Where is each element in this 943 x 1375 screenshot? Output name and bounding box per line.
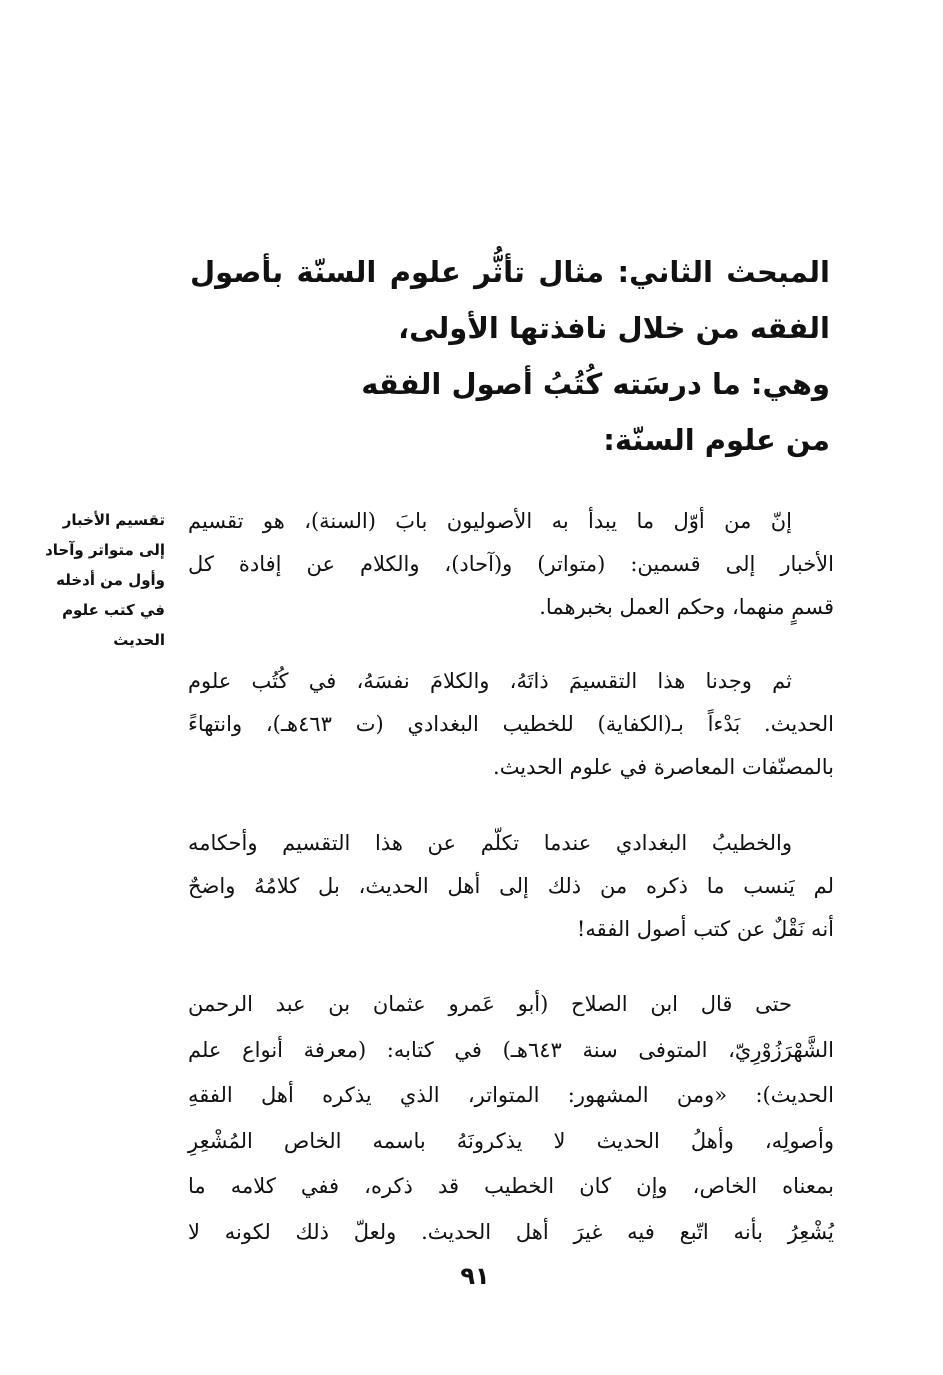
paragraph (188, 982, 834, 1255)
text-line: أنه نَقْلٌ عن كتب أصول الفقه! (576, 917, 834, 941)
text-line: وأصولِه، وأهلُ الحديث لا يذكرونَهُ باسمه الخاص المُشْعِرِ (188, 1128, 834, 1153)
text-line: حتى قال ابن الصلاح (أبو عَمرو عثمان بن عبد الرحمن (188, 992, 792, 1016)
text-line: يُشْعِرُ بأنه اتّبع فيه غيرَ أهل الحديث. ولعلّ ذلك لكونه لا (188, 1219, 834, 1244)
paragraph (188, 500, 834, 629)
margin-note (15, 505, 165, 655)
heading-line: وهي: ما درسَته كُتُبُ أصول الفقه (361, 367, 830, 401)
margin-note-line: وأول من أدخله (56, 571, 165, 589)
text-line: بالمصنّفات المعاصرة في علوم الحديث. (493, 755, 834, 779)
heading-line: الفقه من خلال نافذتها الأولى، (398, 311, 830, 345)
margin-note-line: في كتب علوم (62, 601, 165, 619)
text-line: قسمٍ منهما، وحكم العمل بخبرهما. (539, 595, 834, 619)
text-line: إنّ من أوّل ما يبدأ به الأصوليون بابَ (السنة)، هو تقسيم (188, 509, 792, 533)
margin-note-line: إلى متواتر وآحاد (45, 541, 165, 559)
text-line: بمعناه الخاص، وإن كان الخطيب قد ذكره، ففي كلامه ما (188, 1174, 834, 1198)
text-line: لم يَنسب ما ذكره من ذلك إلى أهل الحديث، بل كلامُهُ واضحٌ (188, 874, 834, 898)
heading-line: من علوم السنّة: (603, 423, 830, 457)
text-line: والخطيبُ البغدادي عندما تكلّم عن هذا التقسيم وأحكامه (188, 831, 792, 855)
section-heading (190, 244, 830, 468)
paragraph (188, 660, 834, 789)
text-line: الشَّهْرَزُوْرِيّ، المتوفى سنة ٦٤٣هـ) في كتابه: (معرفة أنواع علم (188, 1037, 834, 1062)
text-line: الحديث): «ومن المشهور: المتواتر، الذي يذكره أهل الفقهِ (188, 1083, 834, 1107)
paragraph (188, 822, 834, 951)
text-line: الحديث. بَدْءاً بـ(الكفاية) للخطيب البغدادي (ت ٤٦٣هـ)، وانتهاءً (188, 712, 834, 736)
margin-note-line: الحديث (113, 631, 165, 649)
heading-line: المبحث الثاني: مثال تأثُّر علوم السنّة بأصول (190, 255, 830, 289)
margin-note-line: تقسيم الأخبار (62, 511, 165, 529)
page-number: ٩١ (460, 1262, 490, 1290)
text-line: الأخبار إلى قسمين: (متواتر) و(آحاد)، والكلام عن إفادة كل (188, 552, 834, 576)
text-line: ثم وجدنا هذا التقسيمَ ذاتَهُ، والكلامَ نفسَهُ، في كُتُب علوم (188, 669, 792, 693)
